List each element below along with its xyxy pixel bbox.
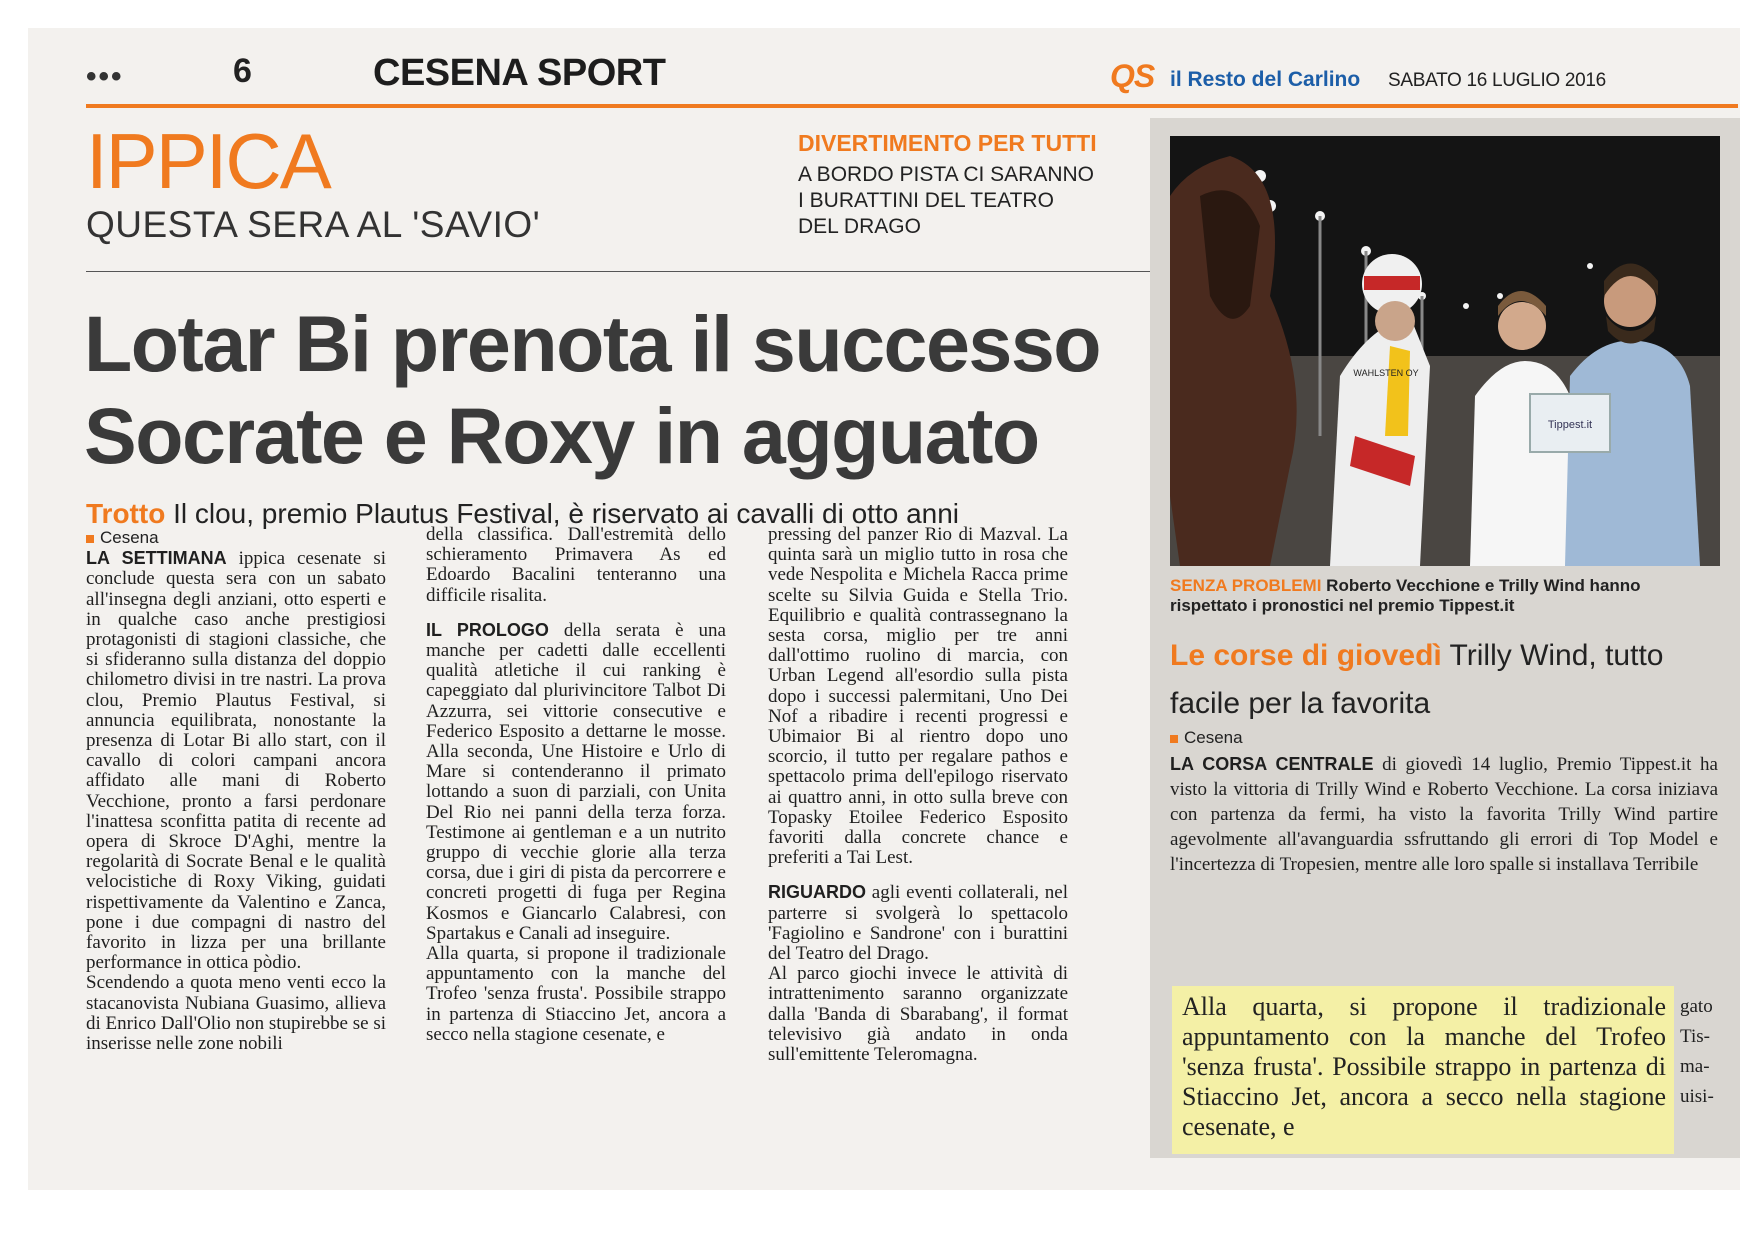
- article-paragraph: RIGUARDO agli eventi collaterali, nel parterre si svolgerà lo spettacolo 'Fagiolino e Sandrone' con i burattini del Teatro del Drago.: [768, 882, 1068, 965]
- jersey-text: WAHLSTEN OY: [1353, 368, 1419, 378]
- headline-line-1: Lotar Bi prenota il successo: [84, 299, 1101, 388]
- issue-date: SABATO 16 LUGLIO 2016: [1388, 70, 1606, 91]
- newspaper-page: [28, 28, 1740, 1190]
- side-note-text: [798, 162, 1128, 240]
- deck-text: Il clou, premio Plautus Festival, è riservato ai cavalli di otto anni: [165, 498, 960, 529]
- headline: [84, 298, 1174, 482]
- photo-illustration: [1170, 136, 1720, 566]
- article-dateline: Cesena: [86, 528, 386, 548]
- sidebar-dateline: Cesena: [1170, 728, 1718, 748]
- article-paragraph: Al parco giochi invece le attività di intrattenimento saranno organizzate dalla 'Banda di Sbarabang', il format televisivo già andato in onda sull'emittente Teleromagna.: [768, 963, 1068, 1066]
- article-paragraph: Scendendo a quota meno venti ecco la stacanovista Nubiana Guasimo, allieva di Enrico Dall'Olio non stupirebbe se si inserisse nelle zone nobili: [86, 972, 386, 1055]
- kicker-word: IPPICA: [86, 117, 330, 205]
- deck-tag: Trotto: [86, 498, 166, 529]
- newspaper-logo: il Resto del Carlino: [1170, 68, 1361, 91]
- article-paragraph: della classifica. Dall'estremità dello schieramento Primavera As ed Edoardo Bacalini tenteranno una difficile risalita.: [426, 524, 726, 606]
- article-column-2: [426, 525, 726, 1045]
- sidebar-paragraph: LA CORSA CENTRALE di giovedì 14 luglio, Premio Tippest.it ha visto la vittoria di Trilly Wind e Roberto Vecchione. La corsa iniziava con partenza da fermi, ha visto la favorita Trilly Wind partire agevolmente all'avanguardia ssfruttando gli errori di Top Model e l'incertezza di Tropesien, mentre alle loro spalle si installava Terribile: [1170, 754, 1718, 876]
- lead-in: LA SETTIMANA: [86, 548, 227, 569]
- bullet-square-icon: [86, 535, 94, 543]
- bullet-square-icon: [1170, 735, 1178, 743]
- qs-logo: QS: [1110, 58, 1155, 94]
- page-number: 6: [233, 52, 252, 90]
- plaque-text: Tippest.it: [1547, 419, 1593, 431]
- article-paragraph: LA SETTIMANA ippica cesenate si conclude questa sera con un sabato all'insegna degli anziani, otto esperti e in qualche caso anche prestigiosi protagonisti di stagioni classiche, che si sfideranno sulla distanza del doppio chilometro divisi in tre nastri. La prova clou, Premio Plautus Festival, si annuncia equilibrata, nonostante la presenza di Lotar Bi allo start, con il cavallo di colori campani ancora affidato alle mani di Roberto Vecchione, pronto a farsi perdonare l'inattesa sconfitta patita di recente ad opera di Skroce D'Aghi, mentre la regolarità di Socrate Benal e le qualità velocistiche di Roxy Viking, guidati rispettivamente da Valentino e Zanca, pone i due compagni di nastro del favorito in lizza per una brillante performance in ottica pòdio.: [86, 548, 387, 974]
- article-paragraph: IL PROLOGO della serata è una manche per cadetti dalle eccellenti qualità atletiche il cui ranking è capeggiato dal plurivincitore Talbot Di Azzurra, sei vittorie consecutive e Federico Esposito a dettarne le mosse. Alla seconda, Une Histoire e Urlo di Mare si contenderanno il primato lottando a suon di parziali, con Unita Del Rio nei panni della terza forza. Testimone ai gentleman e a un nutrito gruppo di vecchie glorie alla terza corsa, due i giri di pista da percorrere e concreti progetti di fuga per Regina Kosmos e Giancarlo Calabresi, con Spartakus e Canali ad inseguire.: [426, 619, 726, 944]
- side-note-line: DEL DRAGO: [798, 215, 921, 238]
- article-paragraph: pressing del panzer Rio di Mazval. La quinta sarà un miglio tutto in rosa che vede Nespolita e Michela Racca prime scelte su Silvia Guida e Stella Trio. Equilibrio e qualità contrassegnano la sesta corsa, miglio per tre anni dall'ottimo ruolino di marcia, con Urban Legend all'esordio sulla pista dopo i successi palermitani, Uno Dei Nof a ribadire i recenti progressi e Ubimaior Bi al rientro dopo uno scorcio, il tutto per regalare pathos e spettacolo prima dell'epilogo riservato ai quattro anni, in otto sulla breve con Topasky Etoilee Federico Esposito favoriti dalla concrete chance e preferiti a Tai Lest.: [768, 524, 1068, 869]
- masthead-dots: •••: [86, 60, 124, 93]
- sidebar-headline: Le corse di giovedì Trilly Wind, tutto facile per la favorita: [1170, 639, 1664, 720]
- section-title: CESENA SPORT: [373, 52, 666, 94]
- article-column-3: [768, 525, 1068, 1065]
- lead-in: IL PROLOGO: [426, 619, 549, 640]
- headline-rule: [86, 271, 1156, 272]
- lead-in: RIGUARDO: [768, 882, 866, 903]
- side-note-line: I BURATTINI DEL TEATRO: [798, 189, 1054, 212]
- photo-caption: SENZA PROBLEMI Roberto Vecchione e Trilly Wind hanno rispettato i pronostici nel premio Tippest.it: [1170, 576, 1641, 615]
- highlighted-excerpt: Alla quarta, si propone il tradizionale appuntamento con la manche del Trofeo 'senza frusta'. Possibile strappo in partenza di Stiaccino Jet, ancora a secco nella stagione cesenate, e: [1182, 992, 1666, 1141]
- side-note-title: DIVERTIMENTO PER TUTTI: [798, 130, 1097, 156]
- side-note-line: A BORDO PISTA CI SARANNO: [798, 163, 1095, 186]
- article-paragraph: Alla quarta, si propone il tradizionale appuntamento con la manche del Trofeo 'senza frusta'. Possibile strappo in partenza di Stiaccino Jet, ancora a secco nella stagione cesenate, e: [426, 943, 726, 1045]
- article-column-1: [86, 528, 386, 1054]
- headline-line-2: Socrate e Roxy in agguato: [84, 391, 1039, 480]
- kicker-subtitle: QUESTA SERA AL 'SAVIO': [86, 204, 541, 245]
- sidebar-article: [1170, 728, 1718, 877]
- masthead-rule: [86, 104, 1738, 108]
- sidebar-headline-tag: Le corse di giovedì: [1170, 639, 1442, 672]
- clipped-column-fragments: gato Tis- ma- uisi-: [1680, 996, 1714, 1107]
- caption-tag: SENZA PROBLEMI: [1170, 576, 1322, 595]
- race-photo: [1170, 136, 1720, 566]
- lead-in: LA CORSA CENTRALE: [1170, 754, 1374, 775]
